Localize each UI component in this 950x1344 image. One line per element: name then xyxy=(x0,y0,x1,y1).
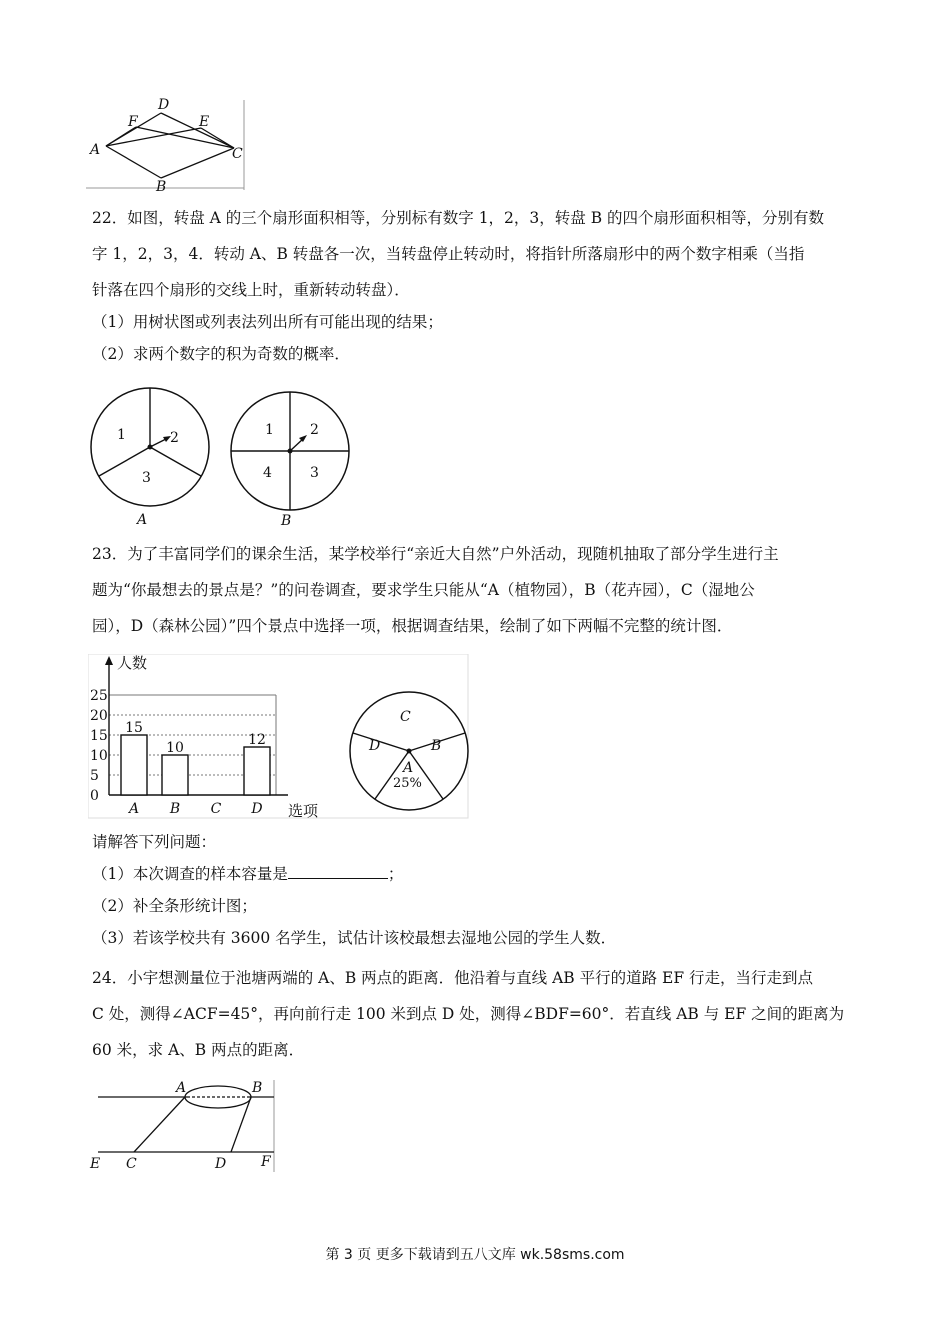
q23-line-1: 23．为了丰富同学们的课余生活，某学校举行“亲近大自然”户外活动，现随机抽取了部分学生进行主 xyxy=(92,545,779,563)
q23-sub-1-end: ； xyxy=(387,865,404,883)
q24-label-b: B xyxy=(252,1080,263,1096)
q22-sub-2: （2）求两个数字的积为奇数的概率． xyxy=(92,345,350,363)
q23-sub-1-text: （1）本次调查的样本容量是 xyxy=(92,865,288,883)
x-tick-label-C: C xyxy=(210,801,222,817)
pie-chart xyxy=(346,688,472,816)
pie-label-b: B xyxy=(431,738,442,754)
question-23 xyxy=(92,538,872,642)
q23-prompt: 请解答下列问题： xyxy=(92,833,217,851)
spinner-a-num-3: 3 xyxy=(142,470,151,486)
label-a: A xyxy=(90,142,101,158)
bar-data-label-D: 12 xyxy=(248,732,266,748)
spinner-b-num-4: 4 xyxy=(263,465,272,481)
q23-line-3: 园），D（森林公园）”四个景点中选择一项，根据调查结果，绘制了如下两幅不完整的统计图． xyxy=(92,617,733,635)
page-footer: 第 3 页 更多下载请到五八文库 wk.58sms.com xyxy=(325,1247,625,1263)
pie-label-a: A xyxy=(403,760,414,776)
bar-A xyxy=(121,735,147,795)
x-tick-label-B: B xyxy=(169,801,181,817)
y-tick-label: 25 xyxy=(90,688,108,704)
pie-label-c: C xyxy=(400,709,411,725)
q22-sub-1: （1）用树状图或列表法列出所有可能出现的结果； xyxy=(92,313,443,331)
spinner-a-num-1: 1 xyxy=(117,427,126,443)
y-tick-label: 10 xyxy=(90,748,108,764)
spinner-b-label: B xyxy=(281,513,292,528)
spinner-b-num-1: 1 xyxy=(265,422,274,438)
q24-label-c: C xyxy=(126,1156,137,1172)
q24-label-f: F xyxy=(261,1154,271,1170)
q24-line-1: 24．小宇想测量位于池塘两端的 A、B 两点的距离．他沿着与直线 AB 平行的道路 EF 行走，当行走到点 xyxy=(92,969,814,987)
q24-label-e: E xyxy=(90,1156,101,1172)
q22-line-2: 字 1，2，3，4．转动 A、B 转盘各一次，当转盘停止转动时，将指针所落扇形中的两个数字相乘（当指 xyxy=(92,245,805,263)
q23-sub-1 xyxy=(92,858,872,890)
x-tick-label-D: D xyxy=(251,801,263,817)
label-b: B xyxy=(156,179,167,194)
spinner-a-label: A xyxy=(137,512,148,528)
q21-figure xyxy=(86,96,248,194)
question-23-parts xyxy=(92,826,872,954)
x-tick-label-A: A xyxy=(128,801,140,817)
y-tick-label: 15 xyxy=(90,728,108,744)
y-tick-label: 5 xyxy=(90,768,99,784)
label-e: E xyxy=(199,114,210,130)
q23-sub-2: （2）补全条形统计图； xyxy=(92,897,257,915)
spinner-b xyxy=(228,386,354,528)
bar-B xyxy=(162,755,188,795)
bar-D xyxy=(244,747,270,795)
q22-line-1: 22．如图，转盘 A 的三个扇形面积相等，分别标有数字 1，2，3，转盘 B 的四个扇形面积相等，分别有数 xyxy=(92,209,825,227)
spinner-a xyxy=(88,386,214,528)
question-22 xyxy=(92,202,872,370)
answer-blank xyxy=(288,860,388,879)
q24-figure xyxy=(88,1080,278,1174)
spinner-a-num-2: 2 xyxy=(170,430,179,446)
y-tick-label: 0 xyxy=(90,788,99,804)
y-axis-label: 人数 xyxy=(117,654,148,672)
q24-line-2: C 处，测得∠ACF=45°，再向前行走 100 米到点 D 处，测得∠BDF=60°．若直线 AB 与 EF 之间的距离为 xyxy=(92,1005,845,1023)
x-axis-label: 选项 xyxy=(288,802,319,820)
label-d: D xyxy=(158,97,170,113)
q23-sub-3: （3）若该学校共有 3600 名学生，试估计该校最想去湿地公园的学生人数． xyxy=(92,929,617,947)
q22-line-3: 针落在四个扇形的交线上时，重新转动转盘）． xyxy=(92,281,410,299)
question-24 xyxy=(92,962,872,1066)
pie-percent-a: 25% xyxy=(393,776,422,791)
label-f: F xyxy=(128,114,138,130)
bar-data-label-A: 15 xyxy=(125,720,143,736)
q23-line-2: 题为“你最想去的景点是？”的问卷调查，要求学生只能从“A（植物园），B（花卉园），C（湿地公 xyxy=(92,581,755,599)
bar-data-label-B: 10 xyxy=(166,740,184,756)
label-c: C xyxy=(232,146,243,162)
pie-label-d: D xyxy=(369,738,381,754)
spinner-b-num-2: 2 xyxy=(310,422,319,438)
y-tick-label: 20 xyxy=(90,708,108,724)
q24-line-3: 60 米，求 A、B 两点的距离． xyxy=(92,1041,305,1059)
q24-label-d: D xyxy=(215,1156,227,1172)
spinner-b-num-3: 3 xyxy=(310,465,319,481)
q24-label-a: A xyxy=(176,1080,187,1096)
